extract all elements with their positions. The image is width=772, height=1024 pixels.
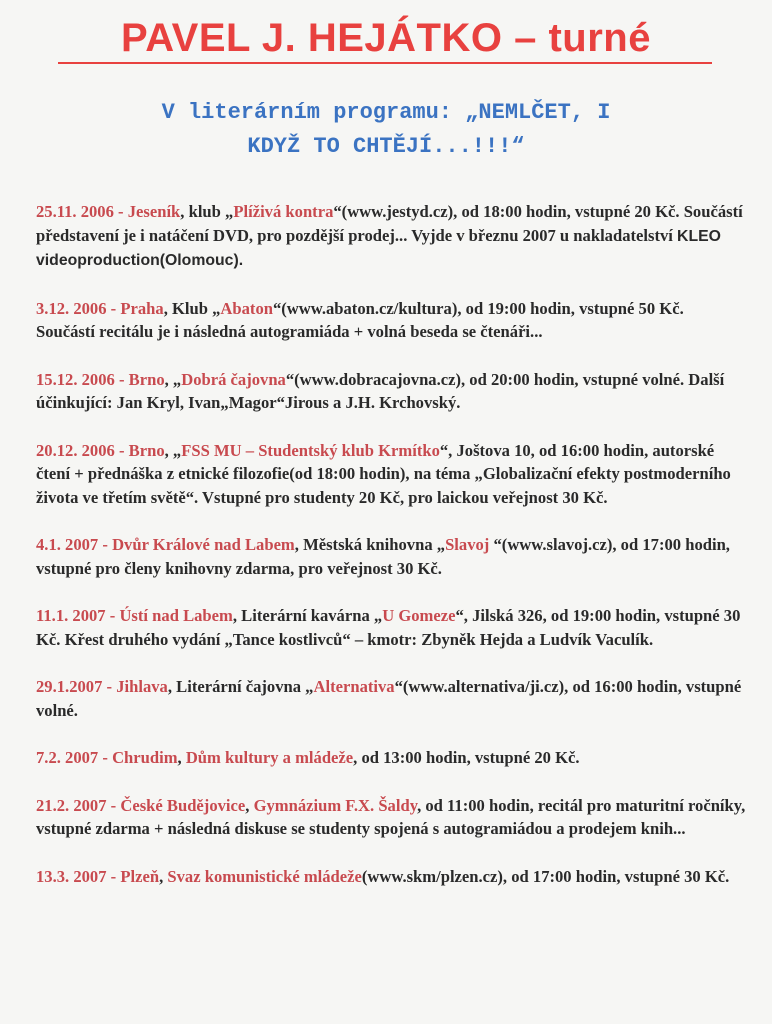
event-text: “, Jilská 326, od 19:00 hodin, vstupné 30 Kč. Křest druhého vydání „Tance kostlivců“ – kmotr: Zbyněk Hejda a Ludvík Vaculík. bbox=[36, 606, 741, 649]
event-item bbox=[36, 794, 746, 841]
event-text: “(www.dobracajovna.cz), od 20:00 hodin, vstupné volné. Další účinkující: Jan Kryl, Ivan„Magor“Jirous a J.H. Krchovský. bbox=[36, 369, 725, 412]
event-text: , klub „ bbox=[180, 202, 234, 221]
event-date: 11.1. 2007 bbox=[36, 606, 106, 625]
event-separator: - bbox=[102, 677, 117, 696]
event-item bbox=[36, 865, 746, 889]
event-text: “(www.jestyd.cz), od 18:00 hodin, vstupné 20 Kč. Součástí představení je i natáčení DVD, pro pozdější prodej... Vyjde v březnu 2007 u nakladatelství bbox=[36, 202, 743, 245]
event-venue: Plíživá kontra bbox=[233, 202, 334, 221]
event-venue: Dobrá čajovna bbox=[181, 369, 286, 389]
event-text: , bbox=[159, 866, 168, 886]
event-date: 25.11. 2006 bbox=[36, 202, 114, 221]
event-text: , „ bbox=[164, 369, 182, 389]
event-date: 15.12. 2006 bbox=[36, 369, 115, 389]
event-date: 29.1.2007 bbox=[36, 677, 103, 696]
event-item bbox=[36, 297, 746, 344]
event-separator: - bbox=[114, 369, 129, 389]
event-separator: - bbox=[106, 298, 121, 318]
event-text: “(www.alternativa/ji.cz), od 16:00 hodin, vstupné volné. bbox=[36, 677, 742, 720]
event-item bbox=[36, 675, 746, 722]
event-place: Brno bbox=[128, 369, 165, 389]
event-item bbox=[36, 439, 746, 510]
program-subtitle bbox=[60, 96, 712, 164]
event-place: Ústí nad Labem bbox=[119, 606, 233, 625]
subtitle-line-1: V literárním programu: „NEMLČET, I bbox=[161, 100, 611, 125]
event-venue: Slavoj bbox=[445, 535, 490, 554]
event-date: 7.2. 2007 bbox=[36, 748, 99, 767]
event-text: “, Joštova 10, od 16:00 hodin, autorské čtení + přednáška z etnické filozofie(od 18:00 hodin), na téma „Globalizační efekty postmoderního života ve třetím světě“. Vstupné pro studenty 20 Kč, pro laickou veřejnost 30 Kč. bbox=[36, 440, 731, 507]
event-date: 21.2. 2007 bbox=[36, 795, 107, 815]
event-item bbox=[36, 368, 746, 415]
event-text: , od 11:00 hodin, recitál pro maturitní ročníky, vstupné zdarma + následná diskuse se studenty spojená s autogramiádou a prodejem knih... bbox=[36, 795, 746, 838]
event-separator: - bbox=[106, 795, 121, 815]
event-text: “(www.slavoj.cz), od 17:00 hodin, vstupné pro členy knihovny zdarma, pro veřejnost 30 Kč. bbox=[36, 535, 730, 578]
event-text: , „ bbox=[164, 440, 182, 460]
event-venue: FSS MU – Studentský klub Krmítko bbox=[181, 440, 440, 460]
event-separator: - bbox=[98, 748, 113, 767]
event-text: , Klub „ bbox=[163, 298, 221, 318]
event-date: 4.1. 2007 bbox=[36, 535, 99, 554]
event-text: (Olomouc). bbox=[159, 252, 244, 269]
event-place: Brno bbox=[128, 440, 165, 460]
event-text: “(www.abaton.cz/kultura), od 19:00 hodin, vstupné 50 Kč. Součástí recitálu je i následná autogramiáda + volná beseda se čtenáři... bbox=[36, 298, 684, 341]
event-date: 20.12. 2006 bbox=[36, 440, 115, 460]
event-place: České Budějovice bbox=[120, 795, 246, 815]
event-date: 3.12. 2006 bbox=[36, 298, 107, 318]
event-place: Dvůr Králové nad Labem bbox=[112, 535, 295, 554]
event-separator: - bbox=[113, 202, 128, 221]
event-item bbox=[36, 746, 746, 770]
event-text: , Městská knihovna „ bbox=[294, 535, 446, 554]
event-item bbox=[36, 200, 746, 273]
event-venue: Dům kultury a mládeže bbox=[185, 748, 354, 767]
event-venue: Alternativa bbox=[313, 677, 395, 696]
event-item bbox=[36, 604, 746, 651]
event-text: , Literární čajovna „ bbox=[167, 677, 314, 696]
event-publisher: KLEO videoproduction bbox=[36, 227, 721, 269]
event-text: , Literární kavárna „ bbox=[232, 606, 383, 625]
event-text: , bbox=[177, 748, 186, 767]
event-place: Praha bbox=[120, 298, 164, 318]
event-list bbox=[36, 200, 746, 912]
event-separator: - bbox=[105, 606, 120, 625]
event-text: , od 13:00 hodin, vstupné 20 Kč. bbox=[353, 748, 580, 767]
event-venue: Abaton bbox=[220, 298, 273, 318]
event-separator: - bbox=[114, 440, 129, 460]
page-title: PAVEL J. HEJÁTKO – turné bbox=[121, 16, 651, 60]
event-place: Jeseník bbox=[127, 202, 181, 221]
event-venue: U Gomeze bbox=[382, 606, 456, 625]
event-text: , bbox=[245, 795, 254, 815]
event-place: Jihlava bbox=[116, 677, 168, 696]
event-place: Chrudim bbox=[112, 748, 178, 767]
event-venue: Svaz komunistické mládeže bbox=[167, 866, 362, 886]
event-item bbox=[36, 533, 746, 580]
event-separator: - bbox=[98, 535, 113, 554]
title-underline bbox=[58, 62, 712, 64]
subtitle-line-2: KDYŽ TO CHTĚJÍ...!!!“ bbox=[247, 134, 525, 159]
event-date: 13.3. 2007 bbox=[36, 866, 107, 886]
event-separator: - bbox=[106, 866, 121, 886]
event-venue: Gymnázium F.X. Šaldy bbox=[253, 795, 418, 815]
event-text: (www.skm/plzen.cz), od 17:00 hodin, vstupné 30 Kč. bbox=[361, 866, 730, 886]
event-place: Plzeň bbox=[120, 866, 160, 886]
